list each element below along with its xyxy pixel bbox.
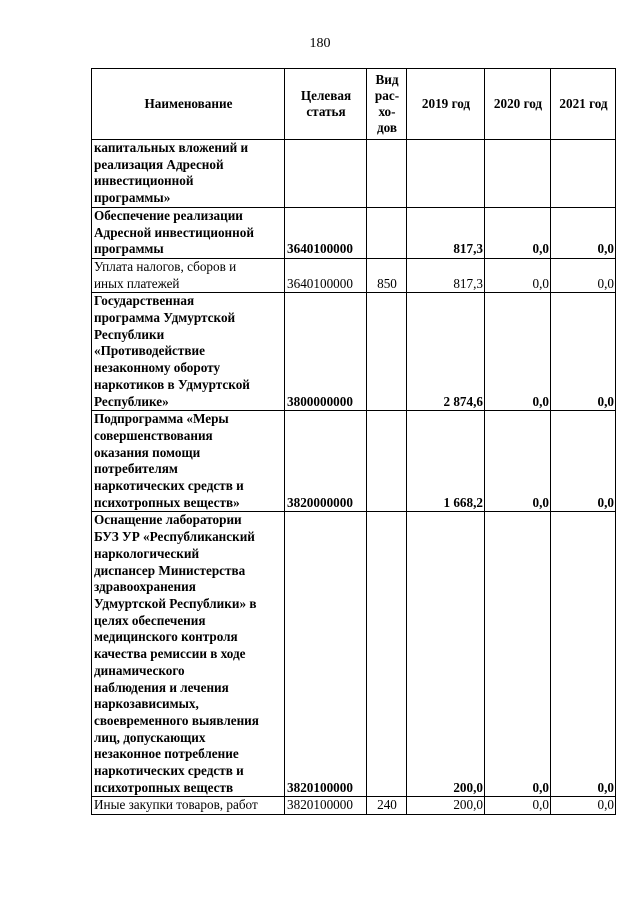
row-name-line: целях обеспечения [94,612,206,628]
table-row [92,797,616,815]
row-value-2021: 0,0 [551,293,616,411]
row-name-line: реализация Адресной [94,156,224,172]
row-name-line: Уплата налогов, сборов и [94,258,237,274]
row-value-2021: 0,0 [551,207,616,258]
header-2020: 2020 год [485,69,551,140]
table-row [92,140,616,208]
header-2019: 2019 год [407,69,485,140]
row-value-2021: 0,0 [551,258,616,292]
row-value-2020: 0,0 [485,207,551,258]
row-value-2021: 0,0 [551,411,616,512]
row-value-2019: 200,0 [407,512,485,797]
row-target-code [285,140,367,208]
header-target: Целевая статья [285,69,367,140]
row-name-line: Оснащение лаборатории [94,512,242,528]
row-target-code: 3800000000 [285,293,367,411]
row-value-2019: 200,0 [407,797,485,815]
row-name-line: Подпрограмма «Меры [94,411,229,427]
row-name-line: программы» [94,190,171,206]
row-target-code: 3820000000 [285,411,367,512]
row-value-2019 [407,140,485,208]
row-name-line: Государственная [94,293,195,309]
row-value-2019: 1 668,2 [407,411,485,512]
row-value-2021: 0,0 [551,512,616,797]
row-expense-type [367,207,407,258]
row-name-line: наблюдения и лечения [94,679,229,695]
row-value-2020: 0,0 [485,293,551,411]
row-name-line: потребителям [94,461,178,477]
row-name-line: Республики [94,326,165,342]
row-name-line: своевременного выявления [94,712,259,728]
row-expense-type [367,293,407,411]
page-number: 180 [309,36,331,51]
row-name-line: Удмуртской Республики» в [94,595,257,611]
row-name-line: здравоохранения [94,579,196,595]
row-value-2019: 2 874,6 [407,293,485,411]
table-row [92,293,616,411]
row-value-2020: 0,0 [485,258,551,292]
row-target-code: 3820100000 [285,512,367,797]
row-name [92,258,285,292]
table-body [92,140,616,815]
row-name-line: оказания помощи [94,444,201,460]
table-row [92,207,616,258]
table-row [92,411,616,512]
row-name [92,411,285,512]
row-value-2020 [485,140,551,208]
row-value-2019: 817,3 [407,258,485,292]
row-name-line: программа Удмуртской [94,310,236,326]
row-name-line: лиц, допускающих [94,729,206,745]
row-name-line: медицинского контроля [94,629,238,645]
header-vid: Вид рас-хо-дов [367,69,407,140]
row-name-line: психотропных веществ» [94,494,240,510]
table-row [92,512,616,797]
row-expense-type: 240 [367,797,407,815]
row-name-line: качества ремиссии в ходе [94,646,246,662]
row-name-line: БУЗ УР «Республиканский [94,529,255,545]
row-name-line: инвестиционной [94,173,194,189]
row-name-line: Иные закупки товаров, работ [94,797,258,813]
row-name-line: наркотиков в Удмуртской [94,376,250,392]
row-name [92,797,285,815]
row-value-2021 [551,140,616,208]
row-name-line: иных платежей [94,275,180,291]
row-name [92,140,285,208]
row-target-code: 3820100000 [285,797,367,815]
row-value-2021: 0,0 [551,797,616,815]
row-name-line: наркотических средств и [94,763,244,779]
row-name-line: совершенствования [94,427,213,443]
row-name-line: диспансер Министерства [94,562,246,578]
row-expense-type: 850 [367,258,407,292]
row-name-line: наркозависимых, [94,696,199,712]
row-name-line: наркологический [94,545,200,561]
table-header-row [92,69,616,140]
row-name [92,207,285,258]
row-name-line: психотропных веществ [94,779,234,795]
row-name-line: Республике» [94,393,169,409]
row-value-2020: 0,0 [485,797,551,815]
row-name [92,293,285,411]
table-row [92,258,616,292]
row-name [92,512,285,797]
row-expense-type [367,140,407,208]
header-2021: 2021 год [551,69,616,140]
row-name-line: незаконному обороту [94,360,221,376]
row-name-line: незаконное потребление [94,746,239,762]
row-expense-type [367,512,407,797]
row-name-line: «Противодействие [94,343,205,359]
budget-table [91,68,616,815]
row-name-line: динамического [94,662,185,678]
row-target-code: 3640100000 [285,258,367,292]
row-target-code: 3640100000 [285,207,367,258]
row-value-2019: 817,3 [407,207,485,258]
row-expense-type [367,411,407,512]
row-value-2020: 0,0 [485,512,551,797]
row-name-line: наркотических средств и [94,478,244,494]
header-name: Наименование [92,69,285,140]
row-name-line: Обеспечение реализации [94,207,243,223]
row-value-2020: 0,0 [485,411,551,512]
row-name-line: программы [94,241,164,257]
row-name-line: капитальных вложений и [94,140,249,155]
row-name-line: Адресной инвестиционной [94,224,254,240]
